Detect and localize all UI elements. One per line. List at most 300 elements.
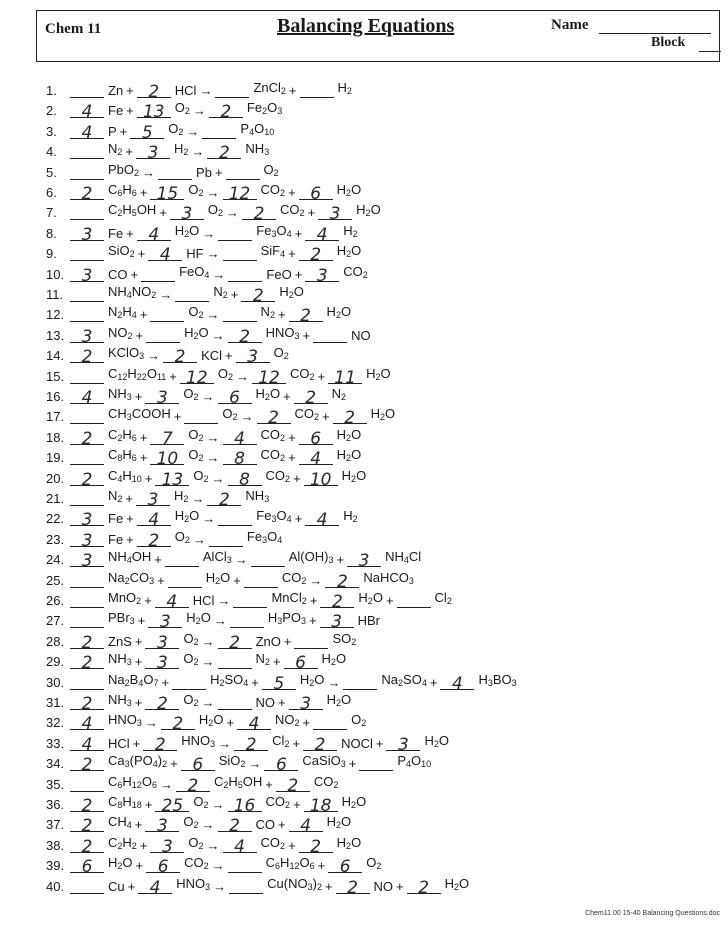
coefficient-blank[interactable]	[70, 369, 104, 384]
chemical-formula: $H_3PO_3$	[267, 610, 307, 627]
handwritten-coefficient: 7	[161, 428, 173, 449]
coefficient-blank[interactable]	[304, 469, 338, 490]
coefficient-blank[interactable]	[237, 714, 271, 735]
handwritten-coefficient: 2	[305, 388, 317, 408]
coefficient-blank[interactable]	[223, 184, 257, 204]
coefficient-blank[interactable]	[305, 510, 339, 531]
coefficient-blank[interactable]	[137, 82, 171, 102]
coefficient-blank[interactable]	[70, 450, 104, 465]
coefficient-blank[interactable]	[137, 102, 171, 123]
handwritten-coefficient: 3	[147, 490, 159, 510]
handwritten-coefficient: 4	[81, 102, 93, 123]
chemical-formula: $O_2$	[188, 182, 204, 198]
coefficient-blank[interactable]	[70, 184, 104, 204]
coefficient-blank[interactable]	[137, 224, 171, 245]
chemical-formula: P	[108, 123, 117, 139]
coefficient-blank[interactable]	[299, 428, 333, 449]
coefficient-blank[interactable]	[70, 551, 104, 572]
handwritten-coefficient: 6	[192, 755, 204, 776]
reaction-arrow: →	[218, 735, 232, 751]
equation-number: 38.	[46, 837, 65, 853]
coefficient-blank[interactable]	[294, 388, 328, 408]
coefficient-blank[interactable]	[276, 775, 310, 796]
chemical-formula: HCl	[192, 593, 215, 608]
chemical-formula: ZnCl$_2$	[253, 80, 286, 96]
coefficient-blank[interactable]	[150, 307, 184, 322]
chemical-formula: $O_2$	[174, 100, 190, 117]
coefficient-blank[interactable]	[165, 552, 199, 567]
coefficient-blank[interactable]	[138, 877, 172, 898]
coefficient-blank[interactable]	[137, 510, 171, 531]
coefficient-blank[interactable]	[70, 653, 104, 674]
handwritten-coefficient: 2	[172, 714, 184, 735]
equation-row	[46, 345, 292, 368]
handwritten-coefficient: 4	[300, 816, 312, 837]
handwritten-coefficient: 3	[81, 530, 93, 551]
coefficient-blank[interactable]	[289, 694, 323, 714]
coefficient-blank[interactable]	[313, 328, 347, 343]
handwritten-coefficient: 4	[149, 877, 161, 898]
coefficient-blank[interactable]	[207, 490, 241, 510]
plus-sign: +	[278, 817, 286, 833]
coefficient-blank[interactable]	[137, 530, 171, 551]
coefficient-blank[interactable]	[257, 408, 291, 429]
reaction-arrow: →	[236, 368, 250, 384]
coefficient-blank[interactable]	[70, 694, 104, 714]
equation-number: 9.	[46, 246, 57, 262]
coefficient-blank[interactable]	[184, 409, 218, 424]
coefficient-blank[interactable]	[244, 573, 278, 588]
coefficient-blank[interactable]	[347, 551, 381, 572]
reaction-arrow: →	[217, 593, 231, 608]
plus-sign: +	[134, 654, 143, 670]
coefficient-blank[interactable]	[228, 858, 262, 873]
chemical-formula: SiO$_2$	[108, 243, 135, 260]
coefficient-blank[interactable]	[145, 816, 179, 837]
equation-row	[46, 834, 364, 857]
chemical-formula: $HNO_3$	[176, 875, 211, 892]
coefficient-blank[interactable]	[242, 204, 276, 225]
chemical-formula: $H_2O$	[341, 794, 367, 810]
chemical-formula: $C_4H_{10}$	[108, 467, 142, 484]
coefficient-blank[interactable]	[155, 469, 189, 490]
handwritten-coefficient: 4	[310, 449, 322, 470]
equation-row	[46, 590, 455, 612]
plus-sign: +	[233, 572, 241, 588]
plus-sign: +	[288, 246, 296, 262]
reaction-arrow: →	[191, 491, 205, 506]
coefficient-blank[interactable]	[223, 428, 257, 449]
plus-sign: +	[127, 878, 136, 894]
chemical-formula: $Na_2B_4O_7$	[108, 671, 159, 688]
chemical-formula: $H_2O$	[326, 304, 352, 321]
handwritten-coefficient: 4	[148, 510, 160, 531]
coefficient-blank[interactable]	[313, 715, 347, 730]
coefficient-blank[interactable]	[359, 756, 393, 771]
plus-sign: +	[293, 797, 301, 812]
coefficient-blank[interactable]	[176, 775, 210, 796]
chemical-formula: $C_6H_6$	[108, 182, 137, 198]
coefficient-blank[interactable]	[333, 408, 367, 429]
coefficient-blank[interactable]	[304, 796, 338, 816]
coefficient-blank[interactable]	[218, 388, 252, 408]
coefficient-blank[interactable]	[70, 326, 104, 347]
chemical-formula: $CH_3COOH$	[108, 406, 171, 423]
coefficient-blank[interactable]	[289, 816, 323, 837]
chemical-formula: $C_6H_{12}O_6$	[265, 855, 315, 872]
equation-row	[46, 794, 369, 816]
reaction-arrow: →	[327, 674, 341, 690]
plus-sign: +	[307, 205, 316, 221]
reaction-arrow: →	[191, 144, 205, 160]
chemical-formula: $C_6H_{12}O_6$	[108, 773, 157, 790]
coefficient-blank[interactable]	[209, 102, 243, 123]
coefficient-blank[interactable]	[70, 816, 104, 837]
coefficient-blank[interactable]	[70, 714, 104, 735]
block-label: Block	[651, 35, 686, 50]
chemical-formula: Cu	[108, 878, 125, 894]
coefficient-blank[interactable]	[294, 634, 328, 649]
coefficient-blank[interactable]	[228, 267, 262, 282]
coefficient-blank[interactable]	[70, 307, 104, 322]
coefficient-blank[interactable]	[70, 144, 104, 159]
equation-number: 22.	[46, 511, 65, 527]
coefficient-blank[interactable]	[70, 469, 104, 490]
coefficient-blank[interactable]	[150, 449, 184, 470]
chemical-formula: $H_2$	[343, 222, 358, 239]
coefficient-blank[interactable]	[170, 204, 204, 225]
coefficient-blank[interactable]	[236, 347, 270, 368]
chemical-formula: $CO_2$	[260, 182, 286, 198]
coefficient-blank[interactable]	[328, 857, 362, 878]
coefficient-blank[interactable]	[136, 143, 170, 164]
chemical-formula: $Na_2CO_3$	[108, 569, 155, 586]
coefficient-blank[interactable]	[218, 511, 252, 526]
chemical-formula: ZnS	[108, 633, 132, 649]
equation-row	[46, 610, 383, 633]
coefficient-blank[interactable]	[70, 246, 104, 261]
coefficient-blank[interactable]	[145, 632, 179, 653]
handwritten-coefficient: 13	[142, 102, 165, 123]
coefficient-blank[interactable]	[148, 245, 182, 266]
coefficient-blank[interactable]	[70, 836, 104, 857]
coefficient-blank[interactable]	[318, 204, 352, 225]
handwritten-coefficient: 6	[276, 755, 287, 776]
plus-sign: +	[132, 735, 141, 751]
handwritten-coefficient: 6	[310, 184, 322, 204]
equation-row	[46, 80, 355, 102]
coefficient-blank[interactable]	[70, 102, 104, 123]
chemical-formula: $O_2$	[168, 120, 184, 137]
plus-sign: +	[169, 368, 177, 384]
coefficient-blank[interactable]	[70, 510, 104, 531]
coefficient-blank[interactable]	[161, 714, 195, 735]
chemical-formula: $C_2H_6$	[108, 426, 137, 443]
chemical-formula: $H_2$	[174, 488, 189, 504]
chemical-formula: $H_2O$	[341, 467, 367, 484]
handwritten-coefficient: 10	[309, 469, 332, 490]
coefficient-blank[interactable]	[223, 836, 257, 857]
coefficient-blank[interactable]	[70, 573, 104, 588]
coefficient-blank[interactable]	[70, 428, 104, 449]
coefficient-blank[interactable]	[229, 879, 263, 894]
handwritten-coefficient: 4	[248, 714, 260, 735]
coefficient-blank[interactable]	[233, 593, 267, 608]
equation-row	[46, 324, 374, 347]
chemical-formula: $O_2$	[188, 426, 204, 443]
chemical-formula: $C_8H_{18}$	[108, 794, 142, 810]
coefficient-blank[interactable]	[300, 83, 334, 98]
plus-sign: +	[144, 470, 153, 486]
coefficient-blank[interactable]	[158, 165, 192, 180]
coefficient-blank[interactable]	[209, 532, 243, 547]
chemical-formula: $H_2O$	[358, 590, 383, 606]
equation-number: 18.	[46, 429, 65, 445]
coefficient-blank[interactable]	[228, 469, 262, 490]
equation-number: 10.	[46, 266, 65, 282]
coefficient-blank[interactable]	[148, 612, 182, 633]
equation-row	[46, 753, 434, 776]
plus-sign: +	[135, 327, 144, 343]
coefficient-blank[interactable]	[145, 694, 179, 714]
reaction-arrow: →	[192, 531, 206, 547]
coefficient-blank[interactable]	[70, 734, 104, 755]
coefficient-blank[interactable]	[70, 388, 104, 408]
coefficient-blank[interactable]	[145, 653, 179, 674]
coefficient-blank[interactable]	[163, 347, 197, 368]
coefficient-blank[interactable]	[328, 367, 362, 388]
handwritten-coefficient: 2	[81, 184, 93, 204]
coefficient-blank[interactable]	[150, 428, 184, 449]
chemical-formula: $CO_2$	[260, 834, 286, 851]
chemical-formula: $O_2$	[183, 630, 199, 647]
coefficient-blank[interactable]	[299, 836, 333, 857]
reaction-arrow: →	[211, 327, 225, 343]
equation-number: 35.	[46, 776, 65, 792]
chemical-formula: Fe	[108, 225, 124, 241]
coefficient-blank[interactable]	[284, 653, 318, 674]
chemical-formula: $O_2$	[217, 365, 234, 382]
coefficient-blank[interactable]	[299, 449, 333, 470]
coefficient-blank[interactable]	[343, 675, 377, 690]
coefficient-blank[interactable]	[215, 83, 249, 98]
coefficient-blank[interactable]	[241, 286, 275, 306]
equation-row	[46, 365, 394, 388]
coefficient-blank[interactable]	[325, 571, 359, 592]
equation-row	[46, 651, 349, 674]
equation-number: 39.	[46, 858, 65, 874]
coefficient-blank[interactable]	[70, 777, 104, 792]
handwritten-coefficient: 2	[300, 306, 311, 327]
coefficient-blank[interactable]	[252, 367, 286, 388]
equation-number: 32.	[46, 715, 65, 731]
handwritten-coefficient: 13	[161, 469, 184, 490]
coefficient-blank[interactable]	[172, 675, 206, 690]
coefficient-blank[interactable]	[218, 816, 252, 837]
coefficient-blank[interactable]	[70, 530, 104, 551]
handwritten-coefficient: 2	[154, 734, 166, 755]
coefficient-blank[interactable]	[223, 307, 257, 322]
chemical-formula: $SO_2$	[332, 630, 357, 647]
plus-sign: +	[385, 593, 394, 608]
chemical-formula: AlCl$_3$	[202, 549, 232, 566]
coefficient-blank[interactable]	[305, 265, 339, 286]
chemical-formula: $C_2H_5OH$	[213, 773, 263, 790]
chemical-formula: $H_2O$	[184, 324, 209, 341]
coefficient-blank[interactable]	[70, 347, 104, 368]
chemical-formula: $C_8H_6$	[108, 447, 137, 464]
coefficient-blank[interactable]	[150, 836, 184, 857]
equation-row	[46, 263, 371, 286]
coefficient-blank[interactable]	[223, 449, 257, 470]
coefficient-blank[interactable]	[262, 673, 296, 694]
plus-sign: +	[226, 715, 235, 731]
chemical-formula: $HNO_3$	[108, 712, 142, 729]
coefficient-blank[interactable]	[70, 491, 104, 506]
coefficient-blank[interactable]	[70, 83, 104, 98]
coefficient-blank[interactable]	[70, 857, 104, 878]
chemical-formula: $H_2O$	[321, 651, 347, 668]
coefficient-blank[interactable]	[70, 755, 104, 776]
coefficient-blank[interactable]	[145, 388, 179, 408]
equation-row	[46, 732, 452, 755]
plus-sign: +	[272, 654, 281, 670]
chemical-formula: $P_4O_{10}$	[240, 120, 275, 137]
coefficient-blank[interactable]	[155, 796, 189, 816]
coefficient-blank[interactable]	[70, 224, 104, 245]
plus-sign: +	[139, 450, 148, 466]
coefficient-blank[interactable]	[70, 796, 104, 816]
coefficient-blank[interactable]	[70, 122, 104, 143]
reaction-arrow: →	[206, 246, 220, 262]
coefficient-blank[interactable]	[207, 143, 241, 164]
coefficient-blank[interactable]	[397, 593, 431, 608]
handwritten-coefficient: 2	[418, 877, 430, 898]
equation-row	[46, 284, 307, 306]
equation-number: 26.	[46, 593, 65, 608]
coefficient-blank[interactable]	[70, 205, 104, 220]
coefficient-blank[interactable]	[264, 755, 298, 776]
coefficient-blank[interactable]	[320, 612, 354, 633]
coefficient-blank[interactable]	[70, 265, 104, 286]
coefficient-blank[interactable]	[181, 755, 215, 776]
chemical-formula: Fe	[108, 511, 124, 527]
coefficient-blank[interactable]	[299, 245, 333, 266]
coefficient-blank[interactable]	[386, 734, 420, 755]
chemical-formula: $H_2O$	[356, 202, 381, 219]
coefficient-blank[interactable]	[251, 552, 285, 567]
chemical-formula: $CO_2$	[313, 773, 339, 790]
handwritten-coefficient: 2	[187, 775, 199, 796]
coefficient-blank[interactable]	[143, 734, 177, 755]
coefficient-blank[interactable]	[218, 695, 252, 710]
chemical-formula: $HNO_3$	[265, 324, 300, 341]
coefficient-blank[interactable]	[223, 246, 257, 261]
handwritten-coefficient: 6	[295, 653, 306, 674]
chemical-formula: $Fe_3O_4$	[256, 222, 292, 239]
coefficient-blank[interactable]	[146, 328, 180, 343]
coefficient-blank[interactable]	[146, 857, 180, 878]
coefficient-blank[interactable]	[289, 306, 323, 327]
chemical-formula: $NH_4Cl$	[385, 549, 422, 566]
coefficient-blank[interactable]	[299, 184, 333, 204]
plus-sign: +	[283, 389, 291, 404]
name-field[interactable]	[599, 33, 711, 34]
coefficient-blank[interactable]	[180, 367, 214, 388]
coefficient-blank[interactable]	[168, 573, 202, 588]
plus-sign: +	[173, 409, 182, 425]
coefficient-blank[interactable]	[202, 124, 236, 139]
coefficient-blank[interactable]	[234, 734, 268, 755]
coefficient-blank[interactable]	[70, 675, 104, 690]
chemical-formula: Pb	[196, 164, 212, 180]
coefficient-blank[interactable]	[150, 184, 184, 204]
coefficient-blank[interactable]	[303, 734, 337, 755]
coefficient-blank[interactable]	[230, 613, 264, 628]
coefficient-blank[interactable]	[218, 632, 252, 653]
chemical-formula: $H_2O$	[424, 732, 449, 749]
coefficient-blank[interactable]	[218, 226, 252, 241]
coefficient-blank[interactable]	[218, 654, 252, 669]
chemical-formula: $CO_2$	[280, 202, 305, 219]
handwritten-coefficient: 2	[81, 469, 93, 490]
coefficient-blank[interactable]	[70, 593, 104, 608]
handwritten-coefficient: 3	[398, 734, 409, 755]
coefficient-blank[interactable]	[70, 165, 104, 180]
equation-number: 8.	[46, 225, 57, 241]
reaction-arrow: →	[213, 613, 227, 629]
chemical-formula: $Cl_2$	[434, 590, 452, 606]
chemical-formula: $CO_2$	[343, 263, 368, 280]
coefficient-blank[interactable]	[70, 879, 104, 894]
coefficient-blank[interactable]	[141, 267, 175, 282]
reaction-arrow: →	[212, 266, 226, 282]
plus-sign: +	[375, 735, 384, 751]
coefficient-blank[interactable]	[175, 287, 209, 302]
plus-sign: +	[322, 409, 330, 425]
equation-row	[46, 488, 272, 510]
coefficient-blank[interactable]	[228, 796, 262, 816]
coefficient-blank[interactable]	[70, 632, 104, 653]
chemical-formula: $NH_3$	[245, 488, 270, 504]
chemical-formula: $O_2$	[366, 855, 382, 872]
handwritten-coefficient: 12	[186, 367, 208, 388]
coefficient-blank[interactable]	[407, 877, 441, 898]
coefficient-blank[interactable]	[336, 877, 370, 898]
coefficient-blank[interactable]	[130, 122, 164, 143]
coefficient-blank[interactable]	[305, 224, 339, 245]
plus-sign: +	[159, 205, 167, 221]
coefficient-blank[interactable]	[320, 592, 354, 612]
plus-sign: +	[134, 389, 143, 404]
coefficient-blank[interactable]	[228, 326, 262, 347]
coefficient-blank[interactable]	[70, 287, 104, 302]
coefficient-blank[interactable]	[155, 592, 189, 612]
coefficient-blank[interactable]	[440, 673, 474, 694]
coefficient-blank[interactable]	[70, 613, 104, 628]
chemical-formula: Zn	[108, 83, 124, 98]
coefficient-blank[interactable]	[70, 409, 104, 424]
reaction-arrow: →	[226, 205, 240, 221]
block-field[interactable]	[699, 51, 721, 52]
coefficient-blank[interactable]	[226, 165, 260, 180]
handwritten-coefficient: 3	[316, 265, 328, 286]
coefficient-blank[interactable]	[136, 490, 170, 510]
handwritten-coefficient: 3	[156, 653, 168, 674]
plus-sign: +	[144, 797, 153, 812]
equation-number: 15.	[46, 368, 65, 384]
chemical-formula: $O_2$	[183, 692, 199, 708]
